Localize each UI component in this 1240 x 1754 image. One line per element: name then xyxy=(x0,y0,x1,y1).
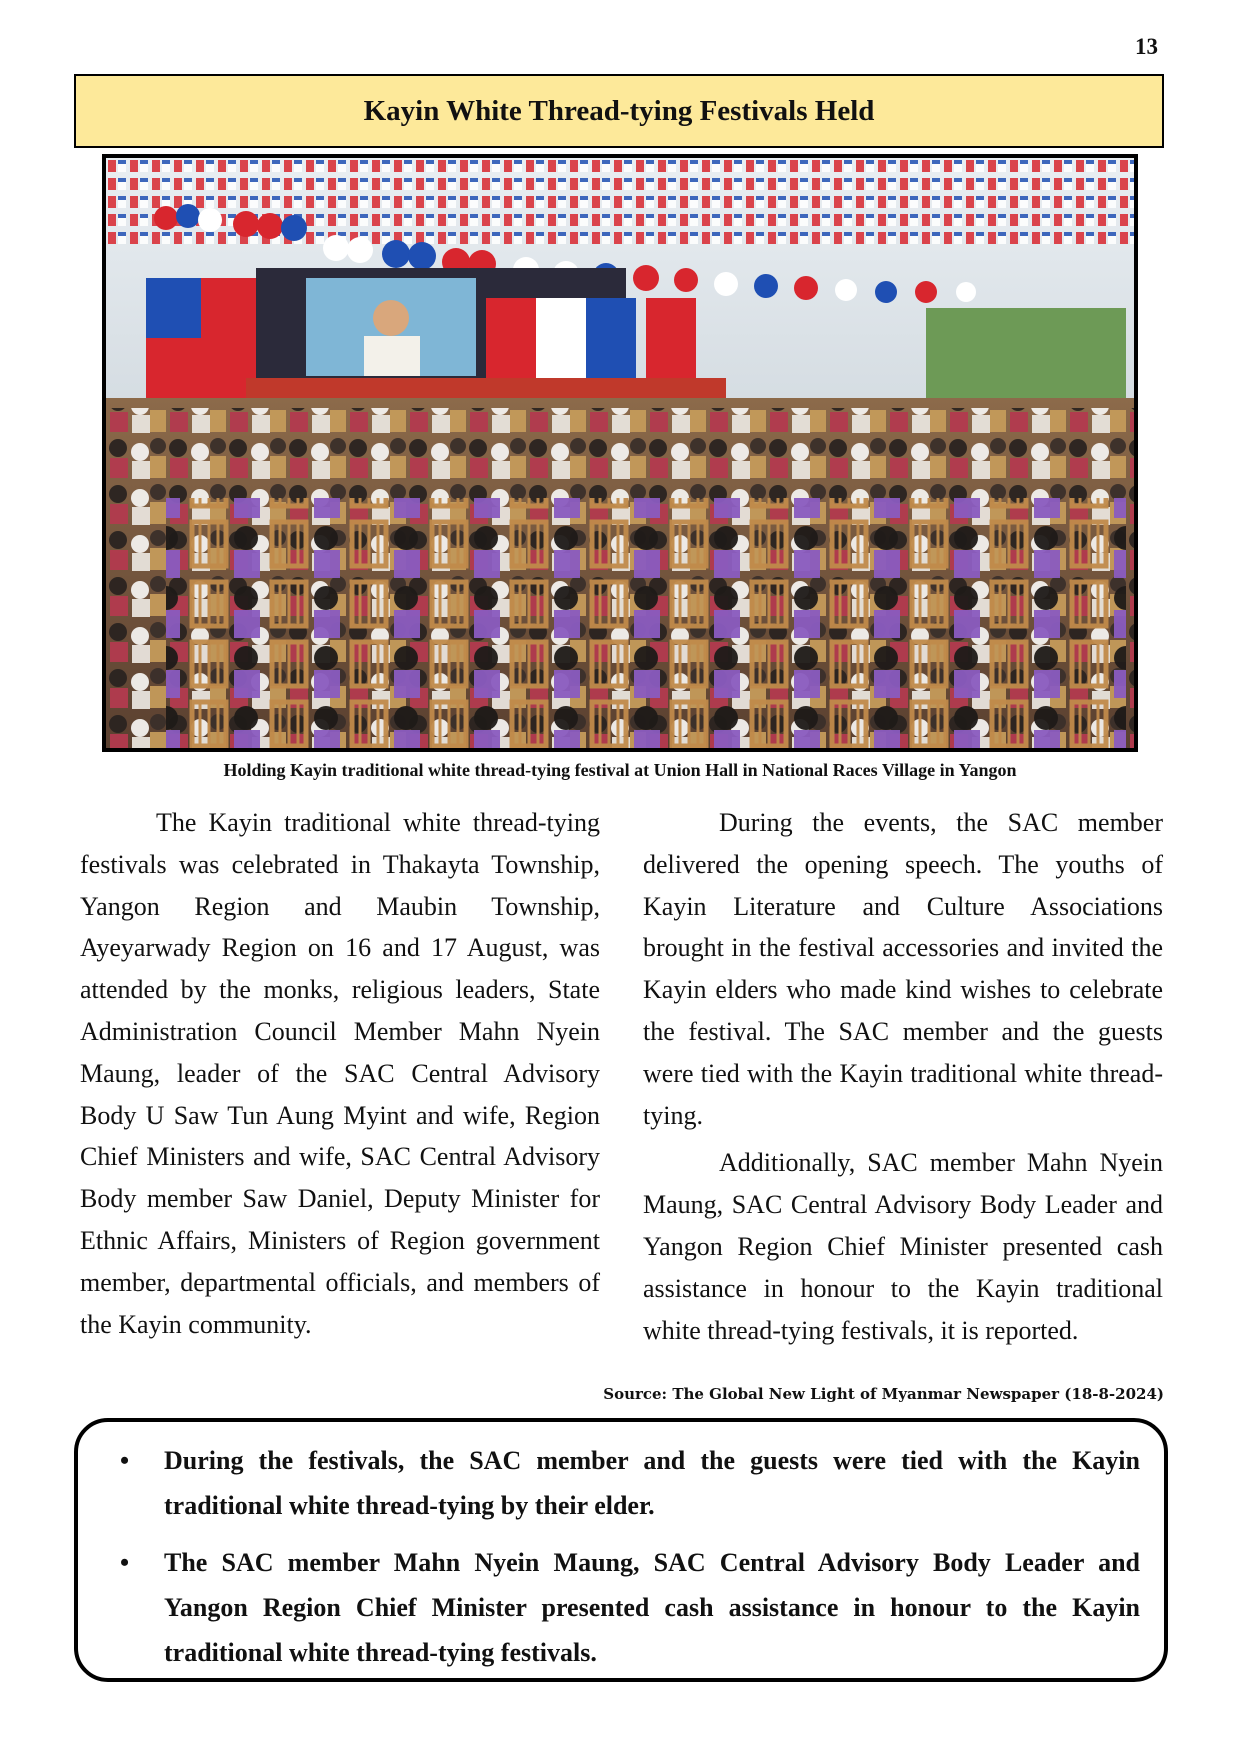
page-title: Kayin White Thread-tying Festivals Held xyxy=(363,94,875,127)
title-banner xyxy=(74,74,1164,148)
photo-caption: Holding Kayin traditional white thread-tying festival at Union Hall in National Races Village in Yangon xyxy=(223,760,1017,780)
festival-photo xyxy=(102,154,1138,752)
summary-item: • During the festivals, the SAC member and the guests were tied with the Kayin traditional white thread-tying by their elder. xyxy=(136,1438,1140,1528)
article-left-column xyxy=(80,802,600,1345)
festival-photo-illustration xyxy=(106,158,1134,748)
article-right-column xyxy=(643,802,1163,1351)
summary-box xyxy=(74,1418,1168,1682)
summary-item: • The SAC member Mahn Nyein Maung, SAC Central Advisory Body Leader and Yangon Region Chief Minister presented cash assistance in honour to the Kayin traditional white thread-tying festivals. xyxy=(136,1540,1140,1675)
article-paragraph: During the events, the SAC member delivered the opening speech. The youths of Kayin Literature and Culture Associations brought in the festival accessories and invited the Kayin elders who made kind wishes to celebrate the festival. The SAC member and the guests were tied with the Kayin traditional white thread-tying. xyxy=(643,808,1163,1130)
article-paragraph: Additionally, SAC member Mahn Nyein Maung, SAC Central Advisory Body Leader and Yangon Region Chief Minister presented cash assistance in honour to the Kayin traditional white thread-tying festivals, it is reported. xyxy=(643,1148,1163,1345)
page-number: 13 xyxy=(1135,34,1158,59)
article-paragraph: The Kayin traditional white thread-tying festivals was celebrated in Thakayta Township, Yangon Region and Maubin Township, Ayeyarwady Region on 16 and 17 August, was attended by the monks, religious leaders, State Administration Council Member Mahn Nyein Maung, leader of the SAC Central Advisory Body U Saw Tun Aung Myint and wife, Region Chief Ministers and wife, SAC Central Advisory Body member Saw Daniel, Deputy Minister for Ethnic Affairs, Ministers of Region government member, departmental officials, and members of the Kayin community. xyxy=(80,808,600,1339)
source-credit: Source: The Global New Light of Myanmar Newspaper (18-8-2024) xyxy=(603,1385,1164,1403)
summary-list xyxy=(110,1438,1140,1675)
